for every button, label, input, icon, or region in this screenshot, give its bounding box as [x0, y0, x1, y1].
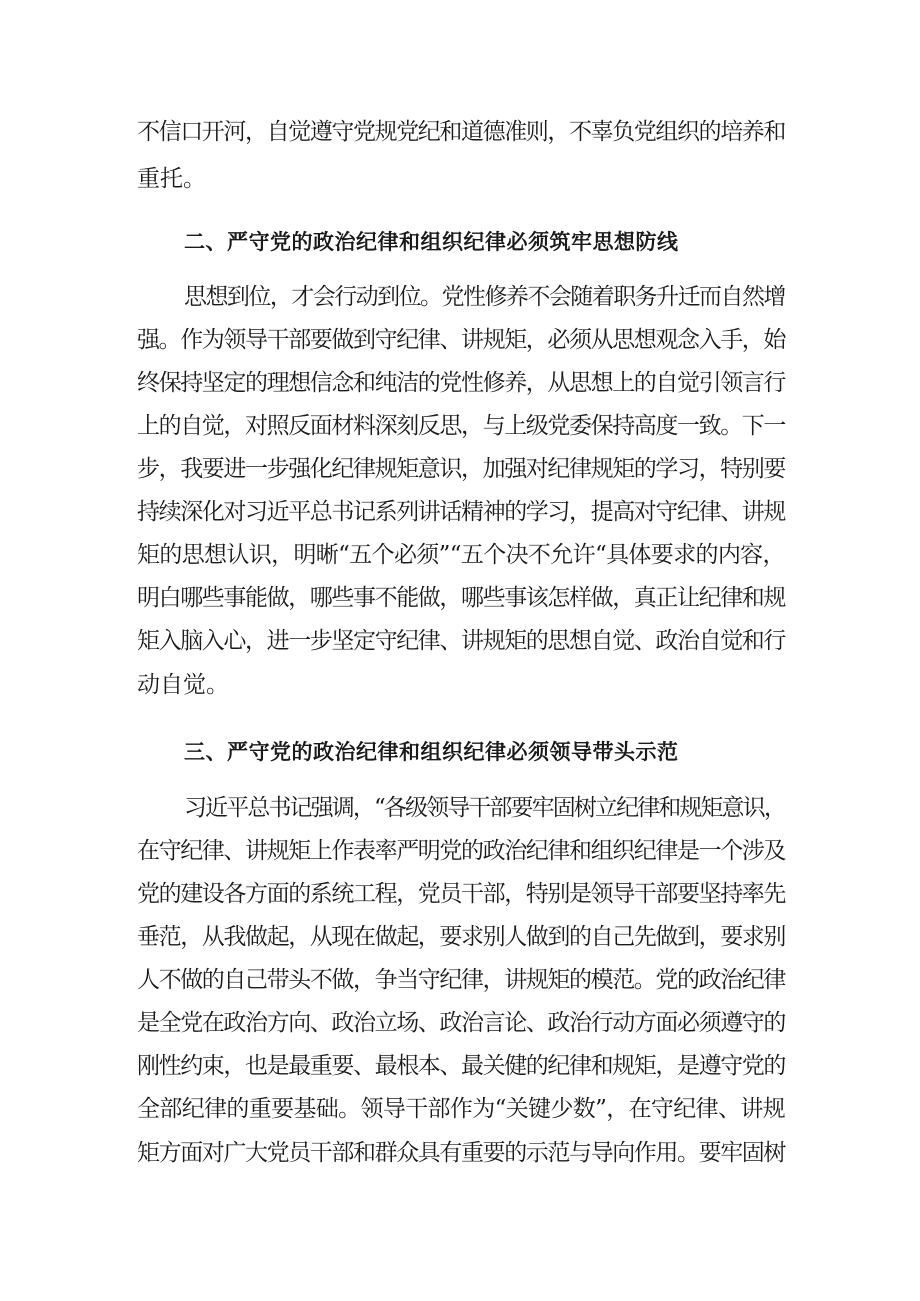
paragraph-line: 垂范，从我做起，从现在做起，要求别人做到的自己先做到，要求别: [137, 924, 786, 950]
paragraph-line: 动自觉。: [137, 672, 229, 698]
paragraph-line: 是全党在政治方向、政治立场、政治言论、政治行动方面必须遵守的: [137, 1010, 786, 1036]
paragraph-line: 强。作为领导干部要做到守纪律、讲规矩，必须从思想观念入手，始: [137, 327, 786, 353]
paragraph-line: 明白哪些事能做，哪些事不能做，哪些事该怎样做，真正让纪律和规: [137, 585, 786, 611]
paragraph-line: 矩的思想认识，明晰“五个必须”“五个决不允许“具体要求的内容，: [137, 542, 785, 568]
paragraph-line: 上的自觉，对照反面材料深刻反思，与上级党委保持高度一致。下一: [137, 413, 786, 439]
paragraph-line: 刚性约束，也是最重要、最根本、最关健的纪律和规矩，是遵守党的: [137, 1053, 786, 1079]
paragraph-line: 思想到位，才会行动到位。党性修养不会随着职务升迁而自然增: [184, 284, 785, 310]
paragraph-line: 全部纪律的重要基础。领导干部作为“关键少数”，在守纪律、讲规: [137, 1096, 786, 1122]
paragraph-line: 不信口开河，自觉遵守党规党纪和道德准则，不辜负党组织的培养和: [137, 119, 786, 145]
paragraph-line: 党的建设各方面的系统工程，党员干部，特别是领导干部要坚持率先: [137, 881, 786, 907]
paragraph-line: 在守纪律、讲规矩上作表率严明党的政治纪律和组织纪律是一个涉及: [137, 838, 786, 864]
paragraph-line: 人不做的自己带头不做，争当守纪律，讲规矩的模范。党的政治纪律: [137, 967, 786, 993]
paragraph-line: 习近平总书记强调，“各级领导干部要牢固树立纪律和规矩意识，: [184, 795, 785, 821]
paragraph-line: 矩方面对广大党员干部和群众具有重要的示范与导向作用。要牢固树: [137, 1140, 786, 1166]
paragraph-line: 终保持坚定的理想信念和纯洁的党性修养，从思想上的自觉引领言行: [137, 370, 786, 396]
paragraph-line: 重托。: [137, 166, 206, 192]
section-heading: 二、严守党的政治纪律和组织纪律必须筑牢思想防线: [184, 230, 679, 254]
paragraph-line: 持续深化对习近平总书记系列讲话精神的学习，提高对守纪律、讲规: [137, 499, 786, 525]
section-heading: 三、严守党的政治纪律和组织纪律必须领导带头示范: [184, 740, 679, 764]
paragraph-line: 步，我要进一步强化纪律规矩意识，加强对纪律规矩的学习，特别要: [137, 456, 786, 482]
paragraph-line: 矩入脑入心，进一步坚定守纪律、讲规矩的思想自觉、政治自觉和行: [137, 628, 786, 654]
